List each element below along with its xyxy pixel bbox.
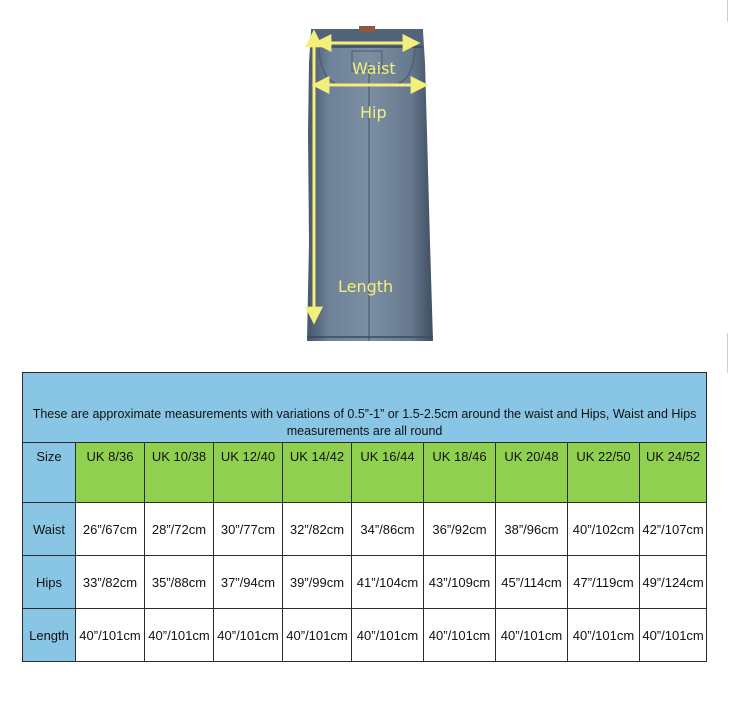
- measurement-cell: 40”/101cm: [214, 609, 283, 662]
- length-label: Length: [338, 277, 394, 296]
- size-header-cell: UK 20/48: [496, 443, 568, 503]
- measurement-cell: 38”/96cm: [496, 503, 568, 556]
- table-row: [23, 503, 707, 556]
- table-row: [23, 556, 707, 609]
- measurement-cell: 30”/77cm: [214, 503, 283, 556]
- measurement-cell: 42”/107cm: [640, 503, 707, 556]
- size-header-cell: UK 12/40: [214, 443, 283, 503]
- right-edge-line-top: [727, 0, 728, 22]
- right-edge-line-bottom: [727, 333, 728, 373]
- measurement-note: These are approximate measurements with variations of 0.5”-1” or 1.5-2.5cm around the waist and Hips, Waist and Hips measurements are all round: [23, 373, 707, 443]
- measurement-cell: 34”/86cm: [352, 503, 424, 556]
- measurement-cell: 41”/104cm: [352, 556, 424, 609]
- waist-label: Waist: [352, 59, 396, 78]
- row-label: Hips: [23, 556, 76, 609]
- size-header-cell: UK 22/50: [568, 443, 640, 503]
- size-header-cell: UK 18/46: [424, 443, 496, 503]
- measurement-cell: 40”/102cm: [568, 503, 640, 556]
- measurement-cell: 40”/101cm: [145, 609, 214, 662]
- measurement-cell: 40”/101cm: [640, 609, 707, 662]
- measurement-cell: 32”/82cm: [283, 503, 352, 556]
- row-label: Length: [23, 609, 76, 662]
- measurement-cell: 37”/94cm: [214, 556, 283, 609]
- measurement-cell: 40”/101cm: [283, 609, 352, 662]
- measurement-cell: 49”/124cm: [640, 556, 707, 609]
- size-header-cell: UK 24/52: [640, 443, 707, 503]
- measurement-cell: 33”/82cm: [76, 556, 145, 609]
- table-row: [23, 609, 707, 662]
- measurement-cell: 26”/67cm: [76, 503, 145, 556]
- measurement-cell: 35”/88cm: [145, 556, 214, 609]
- measurement-cell: 40”/101cm: [568, 609, 640, 662]
- skirt-figure: [297, 23, 442, 345]
- measurement-cell: 36”/92cm: [424, 503, 496, 556]
- measurement-cell: 40”/101cm: [496, 609, 568, 662]
- measurement-cell: 47”/119cm: [568, 556, 640, 609]
- measurement-cell: 40”/101cm: [424, 609, 496, 662]
- measurement-cell: 45”/114cm: [496, 556, 568, 609]
- skirt-label-patch: [359, 26, 375, 32]
- size-column-header: Size: [23, 443, 76, 503]
- hip-label: Hip: [360, 103, 387, 122]
- size-header-cell: UK 16/44: [352, 443, 424, 503]
- size-chart-table: [22, 372, 707, 662]
- size-header-cell: UK 8/36: [76, 443, 145, 503]
- measurement-cell: 43”/109cm: [424, 556, 496, 609]
- row-label: Waist: [23, 503, 76, 556]
- measurement-cell: 40”/101cm: [76, 609, 145, 662]
- measurement-cell: 39”/99cm: [283, 556, 352, 609]
- measurement-cell: 40”/101cm: [352, 609, 424, 662]
- size-header-cell: UK 10/38: [145, 443, 214, 503]
- measurement-cell: 28”/72cm: [145, 503, 214, 556]
- size-header-cell: UK 14/42: [283, 443, 352, 503]
